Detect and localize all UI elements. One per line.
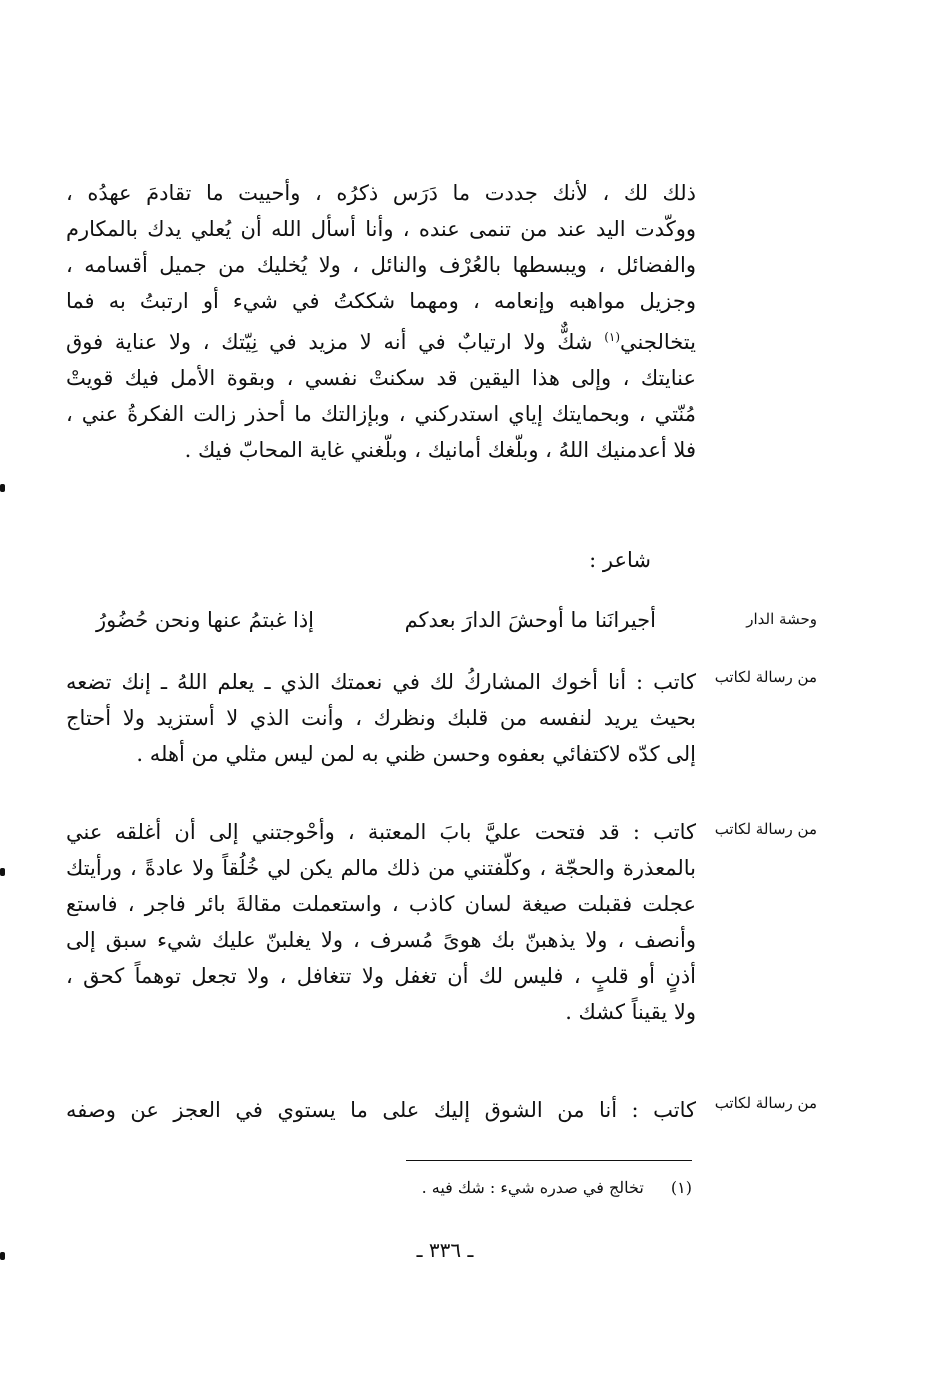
text-line: مُنّتي ، وبحمايتك إياي استدركني ، وبإزالتك ما أحذر زالت الفكرةُ عني ، (66, 402, 696, 426)
text-line: كاتب : أنا من الشوق إليك على ما يستوي في العجز عن وصفه (66, 1098, 696, 1122)
text-line: وأنصف ، ولا يذهبنّ بك هوىً مُسرف ، ولا يغلبنّ عليك شيء سبق إلى (66, 928, 696, 952)
text-line: كاتب : قد فتحت عليَّ بابَ المعتبة ، وأحْوجتني إلى أن أغلقه عني (66, 820, 696, 844)
text-line-with-footnote (66, 319, 696, 360)
text-line: ووكّدت اليد عند من تنمى عنده ، وأنا أسأل الله أن يُعلي يدك بالمكارم (66, 217, 696, 241)
text-line: ولا يقيناً كشك . (565, 1000, 696, 1024)
page-number: ـ ٣٣٦ ـ (416, 1238, 474, 1262)
letter-1 (66, 664, 696, 772)
main-paragraph (66, 175, 696, 468)
footnote-number: (١) (670, 1178, 692, 1197)
verse-first-hemistich: أجيرانَنا ما أوحشَ الدارَ بعدكم (404, 608, 656, 632)
letter-side-label: من رسالة لكاتب (714, 1094, 817, 1112)
text-fragment: يتخالجني (620, 330, 696, 354)
text-line: والفضائل ، ويبسطها بالعُرْف والنائل ، ولا يُخليك من جميل أقسامه ، (66, 253, 696, 277)
verse-second-hemistich: إذا غبتمُ عنها ونحن حُضُورُ (96, 608, 315, 632)
letter-side-label: من رسالة لكاتب (714, 820, 817, 838)
text-line: بالمعذرة والحجّة ، وكلّفتني من ذلك مالم يكن لي خُلُقاً ولا عادةً ، ورأيتك (66, 856, 696, 880)
text-fragment: شكٌّ ولا ارتيابٌ في أنه لا مزيد في نِيّتك ، ولا عناية فوق (66, 330, 593, 354)
text-line: فلا أعدمنيك اللهُ ، وبلّغك أمانيك ، وبلّغني غاية المحابّ فيك . (184, 438, 696, 462)
footnote-separator (406, 1160, 692, 1161)
text-line: عنايتك ، وإلى هذا اليقين قد سكنتْ نفسي ، وبقوة الأمل فيك قويتْ (66, 366, 696, 390)
text-line: وجزيل مواهبه وإنعامه ، ومهما شككتُ في شيء أو ارتبتُ به فما (66, 289, 696, 313)
scan-mark-1 (0, 484, 5, 492)
text-line: بحيث يريد لنفسه من قلبك ونظرك ، وأنت الذي لا أستزيد ولا أحتاج (66, 706, 696, 730)
scan-mark-2 (0, 868, 5, 876)
letter-3 (66, 1092, 696, 1128)
text-line: كاتب : أنا أخوك المشاركُ لك في نعمتك الذي ـ يعلم اللهُ ـ إنك تضعه (66, 670, 696, 694)
letter-2 (66, 814, 696, 1030)
letter-side-label: من رسالة لكاتب (714, 668, 817, 686)
verse (96, 608, 656, 644)
footnote (422, 1178, 692, 1197)
text-line: عجلت فقبلت صيغة لسان كاذب ، واستعملت مقالةَ بائر فاجر ، فاستع (66, 892, 696, 916)
text-line: ذلك لك ، لأنك جددت ما دَرَس ذكرُه ، وأحييت ما تقادمَ عهدُه ، (66, 181, 696, 205)
verse-side-label: وحشة الدار (746, 610, 817, 628)
poet-label: شاعر : (589, 548, 651, 572)
footnote-text: تخالج في صدره شيء : شك فيه . (421, 1178, 644, 1197)
text-line: إلى كدّه لاكتفائي بعفوه وحسن ظني به لمن ليس مثلي من أهله . (136, 742, 696, 766)
footnote-reference: (١) (604, 330, 621, 344)
text-line: أذنٍ أو قلبٍ ، فليس لك أن تغفل ولا تتغافل ، ولا تجعل توهماً كحق ، (66, 964, 696, 988)
